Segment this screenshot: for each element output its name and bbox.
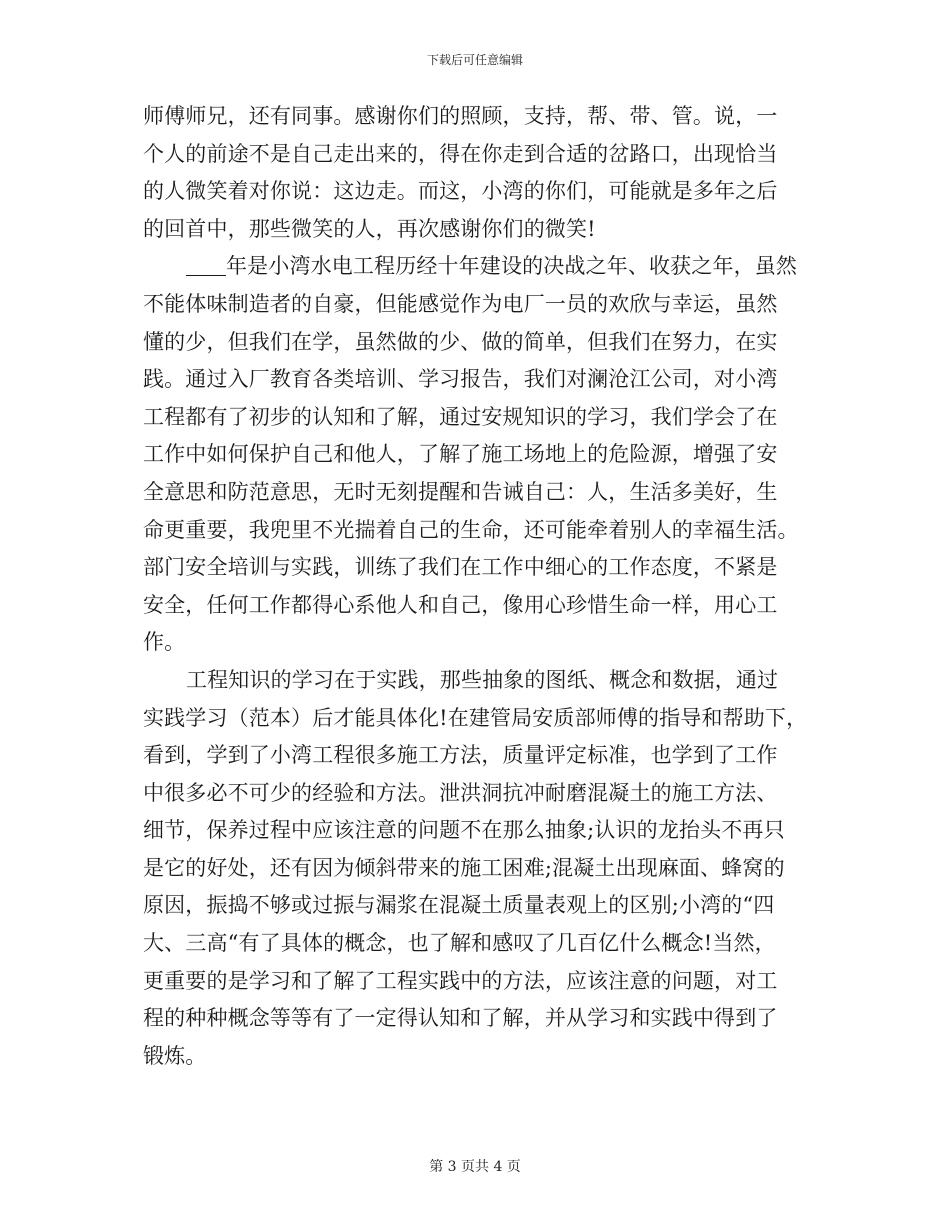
text-line: 是它的好处，还有因为倾斜带来的施工困难;混凝土出现麻面、蜂窝的 <box>143 855 785 880</box>
text-line: 安全，任何工作都得心系他人和自己，像用心珍惜生命一样，用心工 <box>143 592 778 617</box>
paragraph-1 <box>143 98 823 248</box>
page-number: 第 3 页共 4 页 <box>429 1159 521 1175</box>
text-line: 大、三高“有了具体的概念，也了解和感叹了几百亿什么概念!当然， <box>143 931 776 956</box>
text-line: 不能体味制造者的自豪，但能感觉作为电厂一员的欢欣与幸运，虽然 <box>143 291 778 316</box>
text-line: 实践学习（范本）后才能具体化!在建管局安质部师傅的指导和帮助下， <box>143 705 808 730</box>
text-line: 原因，振捣不够或过振与漏浆在混凝土质量表观上的区别;小湾的“四 <box>143 893 775 918</box>
text-line: 锻炼。 <box>143 1043 207 1068</box>
text-line: 更重要的是学习和了解了工程实践中的方法，应该注意的问题，对工 <box>143 968 778 993</box>
text-line: 中很多必不可少的经验和方法。泄洪洞抗冲耐磨混凝土的施工方法、 <box>143 780 778 805</box>
text-line: 工程都有了初步的认知和了解，通过安规知识的学习，我们学会了在 <box>143 404 778 429</box>
text-line: 命更重要，我兜里不光揣着自己的生命，还可能牵着别人的幸福生活。 <box>143 517 799 542</box>
text-line: 践。通过入厂教育各类培训、学习报告，我们对澜沧江公司，对小湾 <box>143 367 778 392</box>
text-line: 全意思和防范意思，无时无刻提醒和告诫自己：人，生活多美好，生 <box>143 479 778 504</box>
text-line: 师傅师兄，还有同事。感谢你们的照顾，支持，帮、带、管。说，一 <box>143 104 778 128</box>
document-body <box>143 98 823 1075</box>
text-line: 部门安全培训与实践，训练了我们在工作中细心的工作态度，不紧是 <box>143 555 778 580</box>
paragraph-2 <box>143 248 823 662</box>
text-line: 工程知识的学习在于实践，那些抽象的图纸、概念和数据，通过 <box>186 667 779 692</box>
text-line <box>143 248 823 286</box>
text-line: 细节，保养过程中应该注意的问题不在那么抽象;认识的龙抬头不再只 <box>143 818 785 843</box>
text-line: 个人的前途不是自己走出来的，得在你走到合适的岔路口，出现恰当 <box>143 141 778 166</box>
text-line: 的人微笑着对你说：这边走。而这，小湾的你们，可能就是多年之后 <box>143 179 778 204</box>
text-line: 作。 <box>143 630 186 655</box>
text-line: 程的种种概念等等有了一定得认知和了解，并从学习和实践中得到了 <box>143 1006 778 1031</box>
text-line-content: 年是小湾水电工程历经十年建设的决战之年、收获之年，虽然 <box>226 254 798 279</box>
text-line: 工作中如何保护自己和他人，了解了施工场地上的危险源，增强了安 <box>143 442 778 467</box>
text-line: 看到，学到了小湾工程很多施工方法，质量评定标准，也学到了工作 <box>143 743 778 768</box>
page-header: 下载后可任意编辑 <box>426 53 523 67</box>
text-line: 懂的少，但我们在学，虽然做的少、做的简单，但我们在努力，在实 <box>143 329 778 354</box>
text-line: 的回首中，那些微笑的人，再次感谢你们的微笑! <box>143 216 596 241</box>
year-blank <box>186 253 226 276</box>
paragraph-3 <box>143 662 823 1076</box>
